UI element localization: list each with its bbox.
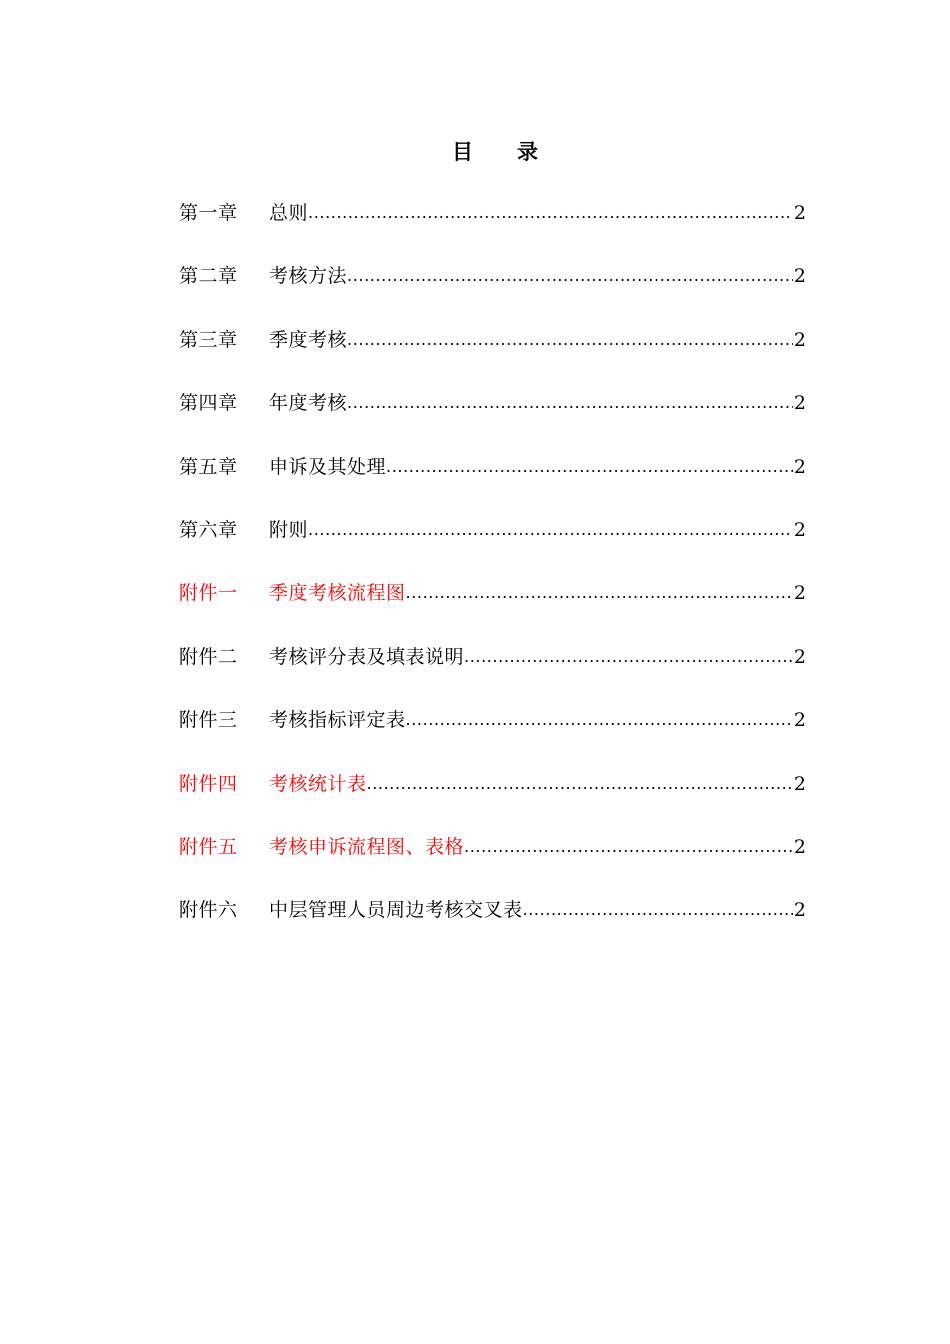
toc-entry-number: 附件五	[179, 835, 238, 858]
toc-dot-leader	[347, 323, 793, 357]
toc-entry-appendix-1[interactable]	[179, 576, 806, 639]
toc-title	[0, 136, 950, 166]
toc-entry-label: 考核统计表	[269, 772, 367, 795]
toc-dot-leader	[406, 576, 793, 610]
toc-entry-appendix-5[interactable]	[179, 830, 806, 893]
toc-entry-number: 第三章	[179, 328, 238, 351]
toc-dot-leader	[367, 767, 793, 801]
toc-entry-page: 2	[793, 455, 806, 478]
toc-entry-page: 2	[793, 772, 806, 795]
toc-entry-number: 附件四	[179, 772, 238, 795]
toc-entry-label: 季度考核	[269, 328, 348, 351]
toc-entry-label: 中层管理人员周边考核交叉表	[269, 899, 523, 922]
toc-entry-number: 附件六	[179, 899, 238, 922]
toc-entry-page: 2	[793, 328, 806, 351]
toc-entry-page: 2	[793, 835, 806, 858]
toc-entry-number: 附件一	[179, 582, 238, 605]
toc-entry-label: 考核申诉流程图、表格	[269, 835, 465, 858]
toc-entry-number: 第二章	[179, 265, 238, 288]
toc-entry-number: 附件三	[179, 709, 238, 732]
toc-entry-page: 2	[793, 899, 806, 922]
toc-dot-leader	[386, 450, 793, 484]
toc-entry-label: 考核指标评定表	[269, 709, 406, 732]
toc-dot-leader	[347, 259, 793, 293]
toc-entry-number: 第四章	[179, 392, 238, 415]
toc-entry-page: 2	[793, 582, 806, 605]
toc-list	[179, 196, 806, 957]
toc-entry-label: 考核方法	[269, 265, 348, 288]
toc-dot-leader	[406, 703, 793, 737]
toc-dot-leader	[308, 513, 793, 547]
toc-entry-number: 附件二	[179, 645, 238, 668]
toc-entry-chapter-5[interactable]	[179, 450, 806, 513]
toc-entry-chapter-2[interactable]	[179, 259, 806, 322]
toc-entry-number: 第五章	[179, 455, 238, 478]
toc-entry-appendix-4[interactable]	[179, 767, 806, 830]
toc-entry-appendix-3[interactable]	[179, 703, 806, 766]
toc-entry-page: 2	[793, 392, 806, 415]
toc-entry-appendix-6[interactable]	[179, 893, 806, 956]
toc-entry-chapter-4[interactable]	[179, 386, 806, 449]
toc-entry-label: 季度考核流程图	[269, 582, 406, 605]
toc-entry-appendix-2[interactable]	[179, 640, 806, 703]
toc-entry-label: 附则	[269, 518, 309, 541]
toc-entry-page: 2	[793, 202, 806, 224]
toc-entry-page: 2	[793, 518, 806, 541]
toc-entry-page: 2	[793, 645, 806, 668]
toc-entry-label: 考核评分表及填表说明	[269, 645, 465, 668]
toc-entry-label: 年度考核	[269, 392, 348, 415]
toc-title-part1: 目	[452, 139, 473, 164]
toc-entry-chapter-6[interactable]	[179, 513, 806, 576]
toc-dot-leader	[308, 196, 793, 230]
toc-dot-leader	[523, 893, 793, 927]
toc-entry-label: 总则	[269, 202, 309, 224]
toc-entry-number: 第六章	[179, 518, 238, 541]
toc-entry-chapter-3[interactable]	[179, 323, 806, 386]
toc-entry-chapter-1[interactable]	[179, 196, 806, 259]
toc-dot-leader	[464, 640, 793, 674]
toc-entry-page: 2	[793, 265, 806, 288]
toc-entry-number: 第一章	[179, 202, 238, 224]
toc-entry-label: 申诉及其处理	[269, 455, 387, 478]
toc-dot-leader	[347, 386, 793, 420]
toc-entry-page: 2	[793, 709, 806, 732]
toc-title-part2: 录	[517, 139, 538, 164]
toc-dot-leader	[464, 830, 793, 864]
